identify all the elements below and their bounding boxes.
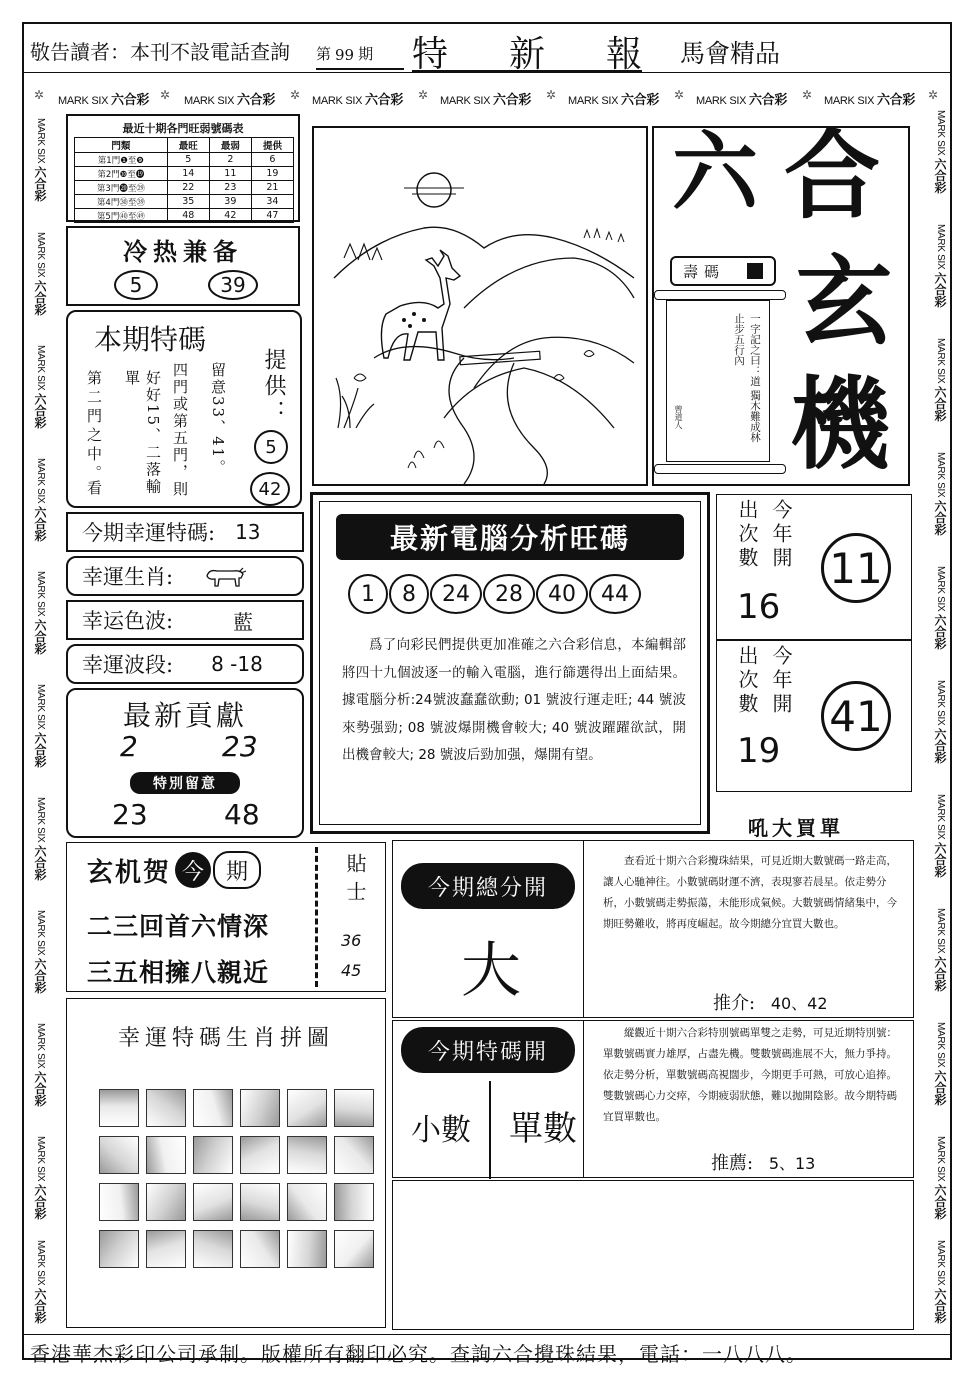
hot-cold-box <box>66 226 300 306</box>
lucky-range-row <box>66 644 304 684</box>
vertical-brand-mark: MARK SIX 六合彩 <box>33 118 47 201</box>
special-code-box <box>66 310 302 508</box>
table-header: 最弱 <box>209 138 251 153</box>
puzzle-tile <box>99 1183 139 1221</box>
puzzle-tile <box>146 1230 186 1268</box>
contribution-a: 2 <box>120 730 138 763</box>
special-open-divider <box>583 1021 584 1177</box>
vertical-brand-mark: MARK SIX 六合彩 <box>33 910 47 993</box>
title-char-2: 新 <box>508 34 545 75</box>
stat-1-number: 11 <box>821 533 891 603</box>
star-icon: ✲ <box>546 88 557 102</box>
mystery-box <box>66 842 386 992</box>
stat-2-label-b: 出次數 <box>735 645 759 717</box>
mystery-tip-label: 貼士 <box>343 853 367 909</box>
vertical-brand-mark: MARK SIX 六合彩 <box>933 566 947 649</box>
puzzle-tile <box>99 1230 139 1268</box>
analysis-number: 28 <box>483 574 535 614</box>
star-icon: ✲ <box>418 88 429 102</box>
lucky-color-row <box>66 600 304 640</box>
puzzle-tile <box>287 1230 327 1268</box>
special-open-pill: 今期特碼開 <box>401 1027 575 1073</box>
reader-notice: 敬告讀者：本刊不設電話查詢 <box>30 40 290 64</box>
header-rule <box>24 72 950 73</box>
table-row: 第4門㉚至㊴ 35 39 34 <box>75 195 294 209</box>
mystery-line-1: 二三回首六情深 <box>87 912 270 941</box>
xuanji-title-box <box>652 119 910 486</box>
puzzle-tile <box>146 1136 186 1174</box>
lucky-color-label: 幸运色波: <box>82 609 174 633</box>
analysis-number: 24 <box>430 574 482 614</box>
star-icon: ✲ <box>160 88 171 102</box>
star-icon: ✲ <box>34 88 45 102</box>
xuanji-char-1: 六 <box>672 122 758 223</box>
landscape-illustration-box <box>312 126 648 486</box>
subtitle: 馬會精品 <box>680 39 781 68</box>
puzzle-tile <box>240 1136 280 1174</box>
star-icon: ✲ <box>802 88 813 102</box>
mystery-title-circle: 今 <box>175 852 211 888</box>
mystery-divider <box>315 847 318 987</box>
vertical-brand-mark: MARK SIX 六合彩 <box>933 224 947 307</box>
mystery-tip-1: 36 <box>341 931 362 950</box>
puzzle-tile <box>99 1136 139 1174</box>
lucky-special-row <box>66 512 304 552</box>
hot-cold-number-2: 39 <box>208 270 258 300</box>
special-col-5: 留意33、41。 <box>209 362 227 477</box>
puzzle-tile <box>334 1183 374 1221</box>
table-header: 門類 <box>75 138 168 153</box>
analysis-box <box>310 492 710 834</box>
special-code-title: 本期特碼 <box>94 323 207 356</box>
special-number-2: 42 <box>250 472 290 506</box>
special-col-2: 看 <box>85 480 103 495</box>
vertical-brand-mark: MARK SIX 六合彩 <box>33 797 47 880</box>
vertical-brand-mark: MARK SIX 六合彩 <box>33 345 47 428</box>
scroll-rod-bottom <box>654 464 786 474</box>
special-col-3: 好好15、二落輸單 <box>123 370 162 496</box>
total-pill: 今期總分開 <box>401 863 575 909</box>
table-header: 最旺 <box>167 138 209 153</box>
star-icon: ✲ <box>928 88 939 102</box>
cattle-icon <box>203 564 247 588</box>
scroll-paper <box>666 300 770 462</box>
puzzle-tile <box>287 1183 327 1221</box>
analysis-inner <box>319 501 701 825</box>
footer-rule <box>24 1334 950 1335</box>
vertical-brand-mark: MARK SIX 六合彩 <box>933 338 947 421</box>
puzzle-tile <box>334 1136 374 1174</box>
puzzle-tile <box>287 1136 327 1174</box>
title-char-3: 報 <box>605 34 642 75</box>
door-table-title: 最近十期各門旺弱號碼表 <box>122 122 244 135</box>
vertical-brand-mark: MARK SIX 六合彩 <box>933 680 947 763</box>
scroll-text: 一字記之曰：道 獨木難成林 止步五行內 <box>733 313 761 443</box>
table-row: 第5門㊵至㊾ 48 42 47 <box>75 209 294 223</box>
vertical-brand-mark: MARK SIX 六合彩 <box>33 1023 47 1106</box>
total-box <box>392 840 914 1018</box>
stat-2-count: 19 <box>737 731 781 771</box>
contribution-title: 最新貢獻 <box>122 699 247 732</box>
stat-box-2 <box>716 640 912 792</box>
lucky-color-value: 藍 <box>233 609 254 634</box>
seal-icon <box>747 263 763 279</box>
analysis-number: 44 <box>589 574 641 614</box>
puzzle-tile <box>240 1230 280 1268</box>
scroll-rod-top <box>654 290 786 300</box>
vertical-brand-mark: MARK SIX 六合彩 <box>933 1240 947 1323</box>
star-icon: ✲ <box>290 88 301 102</box>
puzzle-box <box>66 998 386 1328</box>
puzzle-tile <box>240 1183 280 1221</box>
stat-2-label-a: 今年開 <box>769 645 793 717</box>
puzzle-tile <box>334 1230 374 1268</box>
special-number-1: 5 <box>254 430 288 464</box>
vertical-brand-mark: MARK SIX 六合彩 <box>33 232 47 315</box>
brand-mark: MARK SIX 六合彩 <box>696 92 788 107</box>
table-row: 第2門❿至⓳ 14 11 19 <box>75 167 294 181</box>
table-header: 提供 <box>251 138 293 153</box>
vertical-brand-mark: MARK SIX 六合彩 <box>33 1240 47 1323</box>
puzzle-tile <box>193 1136 233 1174</box>
puzzle-tile <box>240 1089 280 1127</box>
vertical-brand-mark: MARK SIX 六合彩 <box>33 571 47 654</box>
issue-suffix: 期 <box>358 45 374 63</box>
table-row: 第1門❶至❾ 5 2 6 <box>75 153 294 167</box>
contribution-b: 23 <box>222 730 258 763</box>
analysis-body: 爲了向彩民們提供更加准確之六合彩信息，本編輯部將四十九個波逐一的輸入電腦，進行篩選得出上面結果。據電腦分析:24號波蠢蠢欲動; 01 號波行運走旺; 44 號波來勢强勁; 08 號波爆開機會較大; 40 號波躍躍欲試，開出機會較大; 28 號波后勁加强，爆開有望。 <box>342 637 686 763</box>
door-table <box>74 137 294 223</box>
newspaper-title <box>412 26 642 75</box>
hot-cold-number-1: 5 <box>114 270 158 300</box>
stat-box-1 <box>716 494 912 640</box>
vertical-brand-mark: MARK SIX 六合彩 <box>933 452 947 535</box>
analysis-numbers <box>348 574 641 614</box>
table-row: 第3門⓴至㉙ 22 23 21 <box>75 181 294 195</box>
xuanji-char-3: 玄 <box>796 245 892 358</box>
footer-text: 香港華杰彩印公司承制。版權所有翻印必究。查詢六合攪珠結果，電話：一八八八。 <box>30 1342 807 1366</box>
puzzle-tile <box>193 1089 233 1127</box>
vertical-brand-mark: MARK SIX 六合彩 <box>933 1136 947 1219</box>
vertical-brand-mark: MARK SIX 六合彩 <box>933 794 947 877</box>
stat-1-label-b: 出次數 <box>735 499 759 571</box>
special-open-body: 縱觀近十期六合彩特別號碼單雙之走勢，可見近期特別號：單數號碼實力雄厚，占盡先機。雙數號碼進展不大，無力爭持。依走勢分析，單數號碼高視闊步，今期更手可熱，可放心追捧。雙數號碼心力交瘁，今期疲弱狀態，難以抛開陰影。故今期特碼宜買單數也。 <box>603 1027 897 1123</box>
star-icon: ✲ <box>674 88 685 102</box>
xuanji-char-2: 合 <box>784 119 880 232</box>
total-body: 查看近十期六合彩攪珠結果，可見近期大數號碼一路走高，讓人心馳神往。小數號碼財運不濟，表現寥若晨星。依走勢分析，小數號碼走勢振蕩，未能形成氣候。大數號碼情緒集中，今期旺勢難收，將再度崛起。故今期總分宜買大數也。 <box>603 855 897 930</box>
blank-box <box>392 1180 914 1330</box>
vertical-brand-mark: MARK SIX 六合彩 <box>33 684 47 767</box>
analysis-number: 8 <box>389 574 429 614</box>
brand-mark: MARK SIX 六合彩 <box>568 92 660 107</box>
analysis-number: 1 <box>348 574 388 614</box>
lucky-special-label: 今期幸運特碼: <box>82 521 216 545</box>
issue-box <box>316 30 404 70</box>
vertical-brand-mark: MARK SIX 六合彩 <box>33 1136 47 1219</box>
brand-mark: MARK SIX 六合彩 <box>184 92 276 107</box>
door-table-box <box>66 114 300 222</box>
puzzle-tile <box>146 1089 186 1127</box>
puzzle-tile <box>99 1089 139 1127</box>
total-answer: 大 <box>461 936 521 1006</box>
contribution-box <box>66 688 304 838</box>
analysis-title: 最新電腦分析旺碼 <box>336 514 684 560</box>
puzzle-title: 幸運特碼生肖拼圖 <box>117 1026 334 1051</box>
lucky-range-label: 幸運波段: <box>82 653 174 677</box>
special-open-recommend: 推薦: 5、13 <box>711 1153 816 1174</box>
issue-number: 99 <box>335 46 355 64</box>
total-divider <box>583 841 584 1017</box>
vertical-brand-mark: MARK SIX 六合彩 <box>933 908 947 991</box>
special-provide: 提供： <box>261 348 286 426</box>
brand-mark: MARK SIX 六合彩 <box>440 92 532 107</box>
vertical-brand-mark: MARK SIX 六合彩 <box>933 1022 947 1105</box>
lucky-zodiac-label: 幸運生肖: <box>82 565 174 589</box>
mystery-title: 玄机贺 今 期 <box>87 851 261 889</box>
scroll-label: 壽碼 <box>670 256 776 286</box>
brand-mark: MARK SIX 六合彩 <box>824 92 916 107</box>
mystery-line-2: 三五相擁八親近 <box>87 958 270 987</box>
lucky-special-value: 13 <box>235 520 261 544</box>
lucky-range-value: 8 -18 <box>211 652 263 676</box>
issue-prefix: 第 <box>316 45 332 63</box>
contribution-d: 48 <box>224 798 260 831</box>
mystery-tip-2: 45 <box>341 961 362 980</box>
stat-1-label-a: 今年開 <box>769 499 793 571</box>
special-open-box <box>392 1020 914 1178</box>
puzzle-tile <box>287 1089 327 1127</box>
contribution-c: 23 <box>112 798 148 831</box>
vertical-brand-mark: MARK SIX 六合彩 <box>933 110 947 193</box>
stat-1-count: 16 <box>737 587 781 627</box>
vertical-brand-mark: MARK SIX 六合彩 <box>33 458 47 541</box>
puzzle-tile <box>334 1089 374 1127</box>
total-recommend: 推介: 40、42 <box>713 993 828 1014</box>
title-char-1: 特 <box>412 34 449 75</box>
special-attention-tag: 特別留意 <box>130 772 240 794</box>
lucky-zodiac-row <box>66 556 304 596</box>
analysis-number: 40 <box>536 574 588 614</box>
stat-2-number: 41 <box>821 681 891 751</box>
puzzle-tile <box>193 1230 233 1268</box>
brand-mark: MARK SIX 六合彩 <box>58 92 150 107</box>
total-heading: 吼大買單 <box>748 816 844 840</box>
scroll-sign: 曾道人 <box>674 405 683 429</box>
special-open-answer-a: 小數 <box>411 1113 471 1148</box>
puzzle-tile <box>193 1183 233 1221</box>
hot-cold-title: 冷热兼备 <box>123 237 243 266</box>
special-open-mid-divider <box>489 1081 491 1179</box>
special-open-answer-b: 單數 <box>509 1109 577 1149</box>
puzzle-grid <box>99 1089 379 1269</box>
special-col-4: 四門或第五門，則 <box>171 362 189 498</box>
brand-mark: MARK SIX 六合彩 <box>312 92 404 107</box>
special-col-1: 第二門之中。 <box>85 370 103 484</box>
puzzle-tile <box>146 1183 186 1221</box>
xuanji-char-4: 機 <box>790 365 890 483</box>
landscape-illustration <box>314 128 646 484</box>
